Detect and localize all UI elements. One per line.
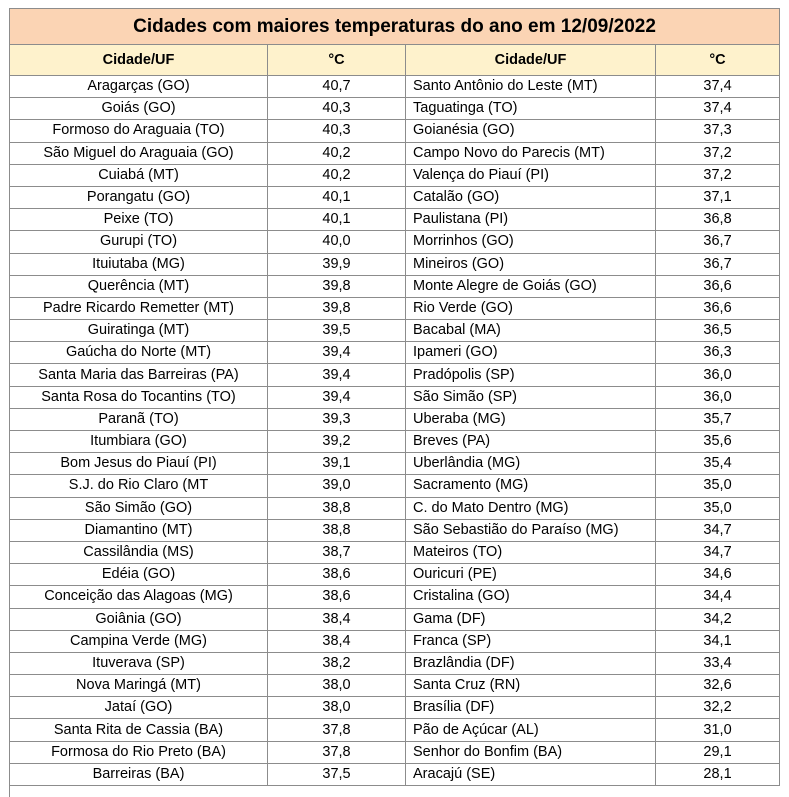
- temp-left-cell: 37,5: [268, 763, 406, 785]
- temp-left-cell: 40,1: [268, 186, 406, 208]
- temp-right-cell: 34,6: [656, 564, 780, 586]
- city-right-cell: Sacramento (MG): [406, 475, 656, 497]
- temp-right-cell: 36,6: [656, 297, 780, 319]
- temp-right-cell: 34,4: [656, 586, 780, 608]
- city-right-cell: Rio Verde (GO): [406, 297, 656, 319]
- city-left-cell: Santa Rita de Cassia (BA): [10, 719, 268, 741]
- temp-right-cell: 36,5: [656, 320, 780, 342]
- table-row: [10, 209, 780, 231]
- temp-left-cell: 37,8: [268, 741, 406, 763]
- city-left-cell: Gurupi (TO): [10, 231, 268, 253]
- temp-left-cell: 37,8: [268, 719, 406, 741]
- temp-left-cell: 39,1: [268, 453, 406, 475]
- temp-left-cell: 39,4: [268, 364, 406, 386]
- city-right-cell: Brasília (DF): [406, 697, 656, 719]
- table-row: [10, 386, 780, 408]
- city-left-cell: Santa Rosa do Tocantins (TO): [10, 386, 268, 408]
- temp-right-cell: 33,4: [656, 652, 780, 674]
- temp-left-cell: 40,2: [268, 142, 406, 164]
- table-row: [10, 475, 780, 497]
- city-right-cell: Monte Alegre de Goiás (GO): [406, 275, 656, 297]
- temp-left-cell: 39,5: [268, 320, 406, 342]
- city-left-cell: Santa Maria das Barreiras (PA): [10, 364, 268, 386]
- table-row: [10, 763, 780, 785]
- city-right-cell: Morrinhos (GO): [406, 231, 656, 253]
- table-row: [10, 142, 780, 164]
- temp-left-cell: 39,9: [268, 253, 406, 275]
- temp-left-cell: 38,0: [268, 697, 406, 719]
- city-left-cell: Conceição das Alagoas (MG): [10, 586, 268, 608]
- temp-right-cell: 32,2: [656, 697, 780, 719]
- city-right-cell: Goianésia (GO): [406, 120, 656, 142]
- temp-left-cell: 39,2: [268, 431, 406, 453]
- temp-right-cell: 29,1: [656, 741, 780, 763]
- table-row: [10, 231, 780, 253]
- city-right-cell: Catalão (GO): [406, 186, 656, 208]
- city-right-cell: Uberaba (MG): [406, 408, 656, 430]
- table-row: [10, 431, 780, 453]
- temp-left-cell: 40,1: [268, 209, 406, 231]
- city-left-cell: Porangatu (GO): [10, 186, 268, 208]
- city-left-cell: Paranã (TO): [10, 408, 268, 430]
- temp-left-cell: 38,7: [268, 541, 406, 563]
- temp-left-cell: 39,3: [268, 408, 406, 430]
- temp-right-cell: 36,3: [656, 342, 780, 364]
- temp-right-cell: 35,0: [656, 497, 780, 519]
- city-left-cell: S.J. do Rio Claro (MT: [10, 475, 268, 497]
- table-row: [10, 320, 780, 342]
- city-left-cell: Bom Jesus do Piauí (PI): [10, 453, 268, 475]
- temp-right-cell: 34,7: [656, 519, 780, 541]
- temp-left-cell: 39,4: [268, 342, 406, 364]
- city-right-cell: Franca (SP): [406, 630, 656, 652]
- table-row: [10, 76, 780, 98]
- temperature-table: [9, 8, 780, 786]
- temp-right-cell: 36,7: [656, 231, 780, 253]
- city-left-cell: Guiratinga (MT): [10, 320, 268, 342]
- temp-right-cell: 36,7: [656, 253, 780, 275]
- temp-right-cell: 37,2: [656, 142, 780, 164]
- table-row: [10, 408, 780, 430]
- city-right-cell: Taguatinga (TO): [406, 98, 656, 120]
- city-right-cell: Ouricuri (PE): [406, 564, 656, 586]
- city-right-cell: Mateiros (TO): [406, 541, 656, 563]
- temp-left-cell: 38,4: [268, 608, 406, 630]
- header-city-right: Cidade/UF: [406, 45, 656, 76]
- city-left-cell: Campina Verde (MG): [10, 630, 268, 652]
- temp-right-cell: 35,0: [656, 475, 780, 497]
- city-right-cell: Mineiros (GO): [406, 253, 656, 275]
- temp-left-cell: 40,0: [268, 231, 406, 253]
- city-right-cell: Aracajú (SE): [406, 763, 656, 785]
- table-row: [10, 453, 780, 475]
- table-row: [10, 275, 780, 297]
- city-left-cell: Cuiabá (MT): [10, 164, 268, 186]
- temp-left-cell: 39,0: [268, 475, 406, 497]
- temp-right-cell: 35,4: [656, 453, 780, 475]
- temp-right-cell: 37,3: [656, 120, 780, 142]
- city-right-cell: São Sebastião do Paraíso (MG): [406, 519, 656, 541]
- city-left-cell: Barreiras (BA): [10, 763, 268, 785]
- city-right-cell: Brazlândia (DF): [406, 652, 656, 674]
- temp-left-cell: 38,8: [268, 497, 406, 519]
- city-left-cell: Diamantino (MT): [10, 519, 268, 541]
- city-right-cell: Uberlândia (MG): [406, 453, 656, 475]
- temp-left-cell: 38,2: [268, 652, 406, 674]
- temp-left-cell: 40,7: [268, 76, 406, 98]
- temp-right-cell: 28,1: [656, 763, 780, 785]
- table-row: [10, 342, 780, 364]
- table-row: [10, 719, 780, 741]
- city-right-cell: Santa Cruz (RN): [406, 675, 656, 697]
- city-right-cell: Campo Novo do Parecis (MT): [406, 142, 656, 164]
- city-left-cell: Ituverava (SP): [10, 652, 268, 674]
- temp-left-cell: 39,4: [268, 386, 406, 408]
- city-right-cell: C. do Mato Dentro (MG): [406, 497, 656, 519]
- table-row: [10, 586, 780, 608]
- city-right-cell: Cristalina (GO): [406, 586, 656, 608]
- city-right-cell: Valença do Piauí (PI): [406, 164, 656, 186]
- temp-left-cell: 38,6: [268, 586, 406, 608]
- temp-right-cell: 36,0: [656, 386, 780, 408]
- temp-right-cell: 34,7: [656, 541, 780, 563]
- table-row: [10, 497, 780, 519]
- temp-left-cell: 39,8: [268, 297, 406, 319]
- temp-right-cell: 37,2: [656, 164, 780, 186]
- city-left-cell: Nova Maringá (MT): [10, 675, 268, 697]
- city-left-cell: Jataí (GO): [10, 697, 268, 719]
- temp-right-cell: 37,4: [656, 98, 780, 120]
- temp-left-cell: 40,2: [268, 164, 406, 186]
- table-row: [10, 98, 780, 120]
- table-row: [10, 297, 780, 319]
- city-right-cell: Paulistana (PI): [406, 209, 656, 231]
- temp-right-cell: 36,0: [656, 364, 780, 386]
- header-city-left: Cidade/UF: [10, 45, 268, 76]
- city-left-cell: Ituiutaba (MG): [10, 253, 268, 275]
- temp-right-cell: 37,4: [656, 76, 780, 98]
- city-right-cell: São Simão (SP): [406, 386, 656, 408]
- table-row: [10, 608, 780, 630]
- city-left-cell: Goiás (GO): [10, 98, 268, 120]
- temp-right-cell: 36,8: [656, 209, 780, 231]
- city-right-cell: Gama (DF): [406, 608, 656, 630]
- city-left-cell: São Miguel do Araguaia (GO): [10, 142, 268, 164]
- city-left-cell: Querência (MT): [10, 275, 268, 297]
- temp-right-cell: 37,1: [656, 186, 780, 208]
- table-row: [10, 120, 780, 142]
- table-row: [10, 697, 780, 719]
- city-left-cell: Aragarças (GO): [10, 76, 268, 98]
- table-row: [10, 564, 780, 586]
- header-temp-left: °C: [268, 45, 406, 76]
- table-row: [10, 741, 780, 763]
- temp-right-cell: 35,7: [656, 408, 780, 430]
- cell-border-fragment: [9, 786, 10, 797]
- city-left-cell: Formosa do Rio Preto (BA): [10, 741, 268, 763]
- city-right-cell: Pão de Açúcar (AL): [406, 719, 656, 741]
- table-row: [10, 652, 780, 674]
- temp-left-cell: 38,6: [268, 564, 406, 586]
- city-left-cell: Goiânia (GO): [10, 608, 268, 630]
- table-row: [10, 253, 780, 275]
- city-left-cell: São Simão (GO): [10, 497, 268, 519]
- city-right-cell: Senhor do Bonfim (BA): [406, 741, 656, 763]
- city-right-cell: Breves (PA): [406, 431, 656, 453]
- table-row: [10, 186, 780, 208]
- temp-left-cell: 38,4: [268, 630, 406, 652]
- city-left-cell: Cassilândia (MS): [10, 541, 268, 563]
- city-left-cell: Peixe (TO): [10, 209, 268, 231]
- temp-left-cell: 39,8: [268, 275, 406, 297]
- city-right-cell: Santo Antônio do Leste (MT): [406, 76, 656, 98]
- temp-left-cell: 40,3: [268, 120, 406, 142]
- city-left-cell: Padre Ricardo Remetter (MT): [10, 297, 268, 319]
- city-right-cell: Ipameri (GO): [406, 342, 656, 364]
- city-left-cell: Formoso do Araguaia (TO): [10, 120, 268, 142]
- table-row: [10, 541, 780, 563]
- table-body: [10, 76, 780, 786]
- city-left-cell: Itumbiara (GO): [10, 431, 268, 453]
- temp-left-cell: 40,3: [268, 98, 406, 120]
- temp-left-cell: 38,8: [268, 519, 406, 541]
- temp-right-cell: 31,0: [656, 719, 780, 741]
- city-left-cell: Edéia (GO): [10, 564, 268, 586]
- table-title: Cidades com maiores temperaturas do ano em 12/09/2022: [10, 9, 780, 45]
- temp-right-cell: 34,2: [656, 608, 780, 630]
- table-row: [10, 519, 780, 541]
- city-right-cell: Bacabal (MA): [406, 320, 656, 342]
- table-row: [10, 675, 780, 697]
- temp-right-cell: 35,6: [656, 431, 780, 453]
- table-row: [10, 164, 780, 186]
- temp-right-cell: 32,6: [656, 675, 780, 697]
- temp-right-cell: 36,6: [656, 275, 780, 297]
- header-temp-right: °C: [656, 45, 780, 76]
- temp-right-cell: 34,1: [656, 630, 780, 652]
- table-row: [10, 364, 780, 386]
- temp-left-cell: 38,0: [268, 675, 406, 697]
- table-row: [10, 630, 780, 652]
- city-left-cell: Gaúcha do Norte (MT): [10, 342, 268, 364]
- city-right-cell: Pradópolis (SP): [406, 364, 656, 386]
